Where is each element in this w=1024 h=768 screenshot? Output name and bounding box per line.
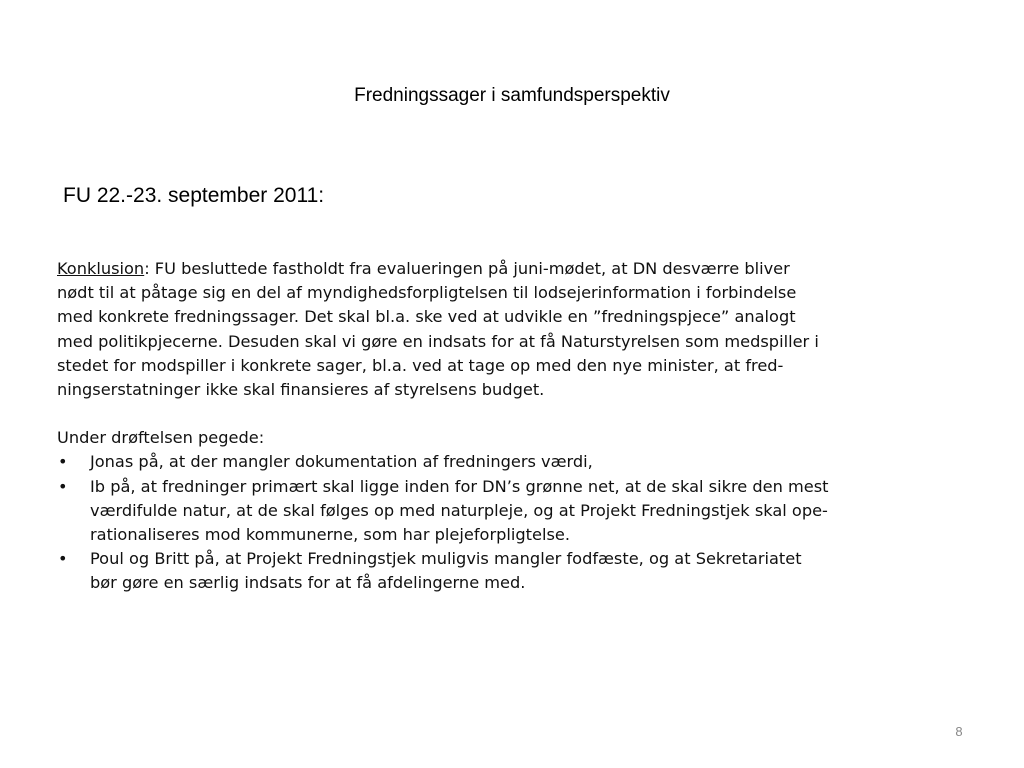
bullet-text: Ib på, at fredninger primært skal ligge inden for DN’s grønne net, at de skal sikre den mest værdifulde natur, at de skal følges op med naturpleje, og at Projekt Fredningstjek skal ope- rationaliseres mod kommunerne, som har plejeforpligtelse. <box>90 476 829 545</box>
bullet-item-poul-britt <box>57 547 977 595</box>
bullet-dot-icon: • <box>58 476 68 496</box>
discussion-bullet-list <box>57 450 977 595</box>
conclusion-paragraph <box>57 257 977 402</box>
meeting-heading: FU 22.-23. september 2011: <box>63 184 325 207</box>
bullet-dot-icon: • <box>58 549 68 569</box>
conclusion-text: : FU besluttede fastholdt fra evalueringen på juni-mødet, at DN desværre bliver nødt til at påtage sig en del af myndighedsforpligtelsen til lodsejerinformation i forbindelse med konkrete fredningssager. Det skal bl.a. ske ved at udvikle en ”fredningspjece” analogt med politikpjecerne. Desuden skal vi gøre en indsats for at få Naturstyrelsen som medspiller i stedet for modspiller i konkrete sager, bl.a. ved at tage op med den nye minister, at fred- ningserstatninger ikke skal finansieres af styrelsens budget. <box>57 259 819 400</box>
bullet-dot-icon: • <box>58 452 68 472</box>
bullet-text: Jonas på, at der mangler dokumentation af fredningers værdi, <box>90 452 593 472</box>
bullet-item-jonas <box>57 450 977 474</box>
discussion-intro: Under drøftelsen pegede: <box>57 428 265 448</box>
slide-title: Fredningssager i samfundsperspektiv <box>354 85 670 106</box>
meeting-minutes-text <box>57 257 977 596</box>
page-number: 8 <box>955 724 963 739</box>
bullet-item-ib <box>57 475 977 548</box>
paragraph-spacer <box>57 402 977 426</box>
bullet-text: Poul og Britt på, at Projekt Fredningstjek muligvis mangler fodfæste, og at Sekretariatet bør gøre en særlig indsats for at få afdelingerne med. <box>90 549 802 593</box>
conclusion-label: Konklusion <box>57 259 145 278</box>
